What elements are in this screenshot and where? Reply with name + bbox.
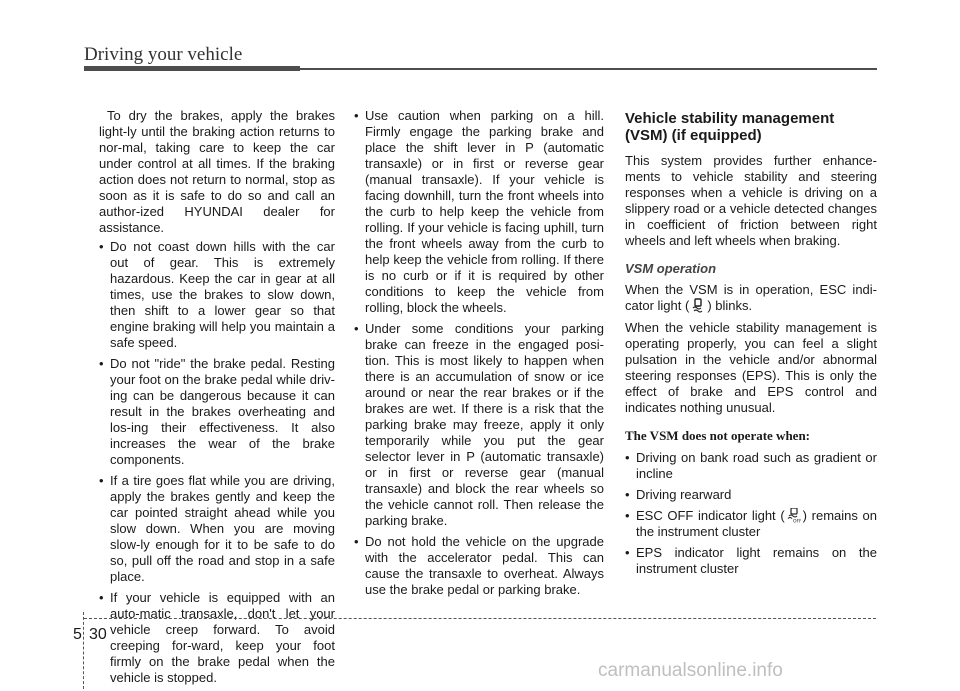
- list-item-text: Driving rearward: [636, 487, 732, 502]
- footer-dashed-rule: [84, 618, 876, 619]
- bullet-list-col2: [354, 108, 604, 598]
- column-3: [625, 108, 877, 582]
- list-item-text: Under some conditions your parking brake can freeze in the engaged posi-tion. This is most likely to happen when there is an accumulation of snow or ice around or near the rear brakes or if the brakes are wet. If there is a risk that the parking brake may freeze, apply it only temporarily while you put the gear selector lever in P (automatic transaxle) or in first or reverse gear (manual transaxle) and block the rear wheels so the vehicle cannot roll. Then release the parking brake.: [365, 321, 604, 528]
- column-1: [99, 108, 335, 691]
- list-item-text: ) remains on the instrument cluster: [636, 508, 877, 539]
- bullet-glyph: •: [99, 356, 104, 371]
- page-header-title: Driving your vehicle: [84, 44, 243, 65]
- list-item-text: Driving on bank road such as gradient or incline: [636, 450, 877, 481]
- bullet-glyph: •: [354, 108, 359, 123]
- text-segment: When the VSM is in operation, ESC indi-cator light (: [625, 282, 877, 313]
- list-item-text: If a tire goes flat while you are driving, apply the brakes gently and keep the car pointed straight ahead while you slow down. When you are moving slow-ly enough for it to be safe to do so, pull off the road and stop in a safe place.: [110, 473, 335, 584]
- header-rule-thin: [300, 68, 877, 70]
- list-item-text: ESC OFF indicator light (: [636, 508, 785, 523]
- header-rule-thick: [84, 66, 300, 71]
- list-item: [99, 239, 335, 351]
- bullet-glyph: •: [625, 545, 630, 560]
- list-item: [625, 450, 877, 482]
- bullet-list-col3: [625, 450, 877, 577]
- bullet-glyph: •: [99, 239, 104, 254]
- esc-indicator-icon: [691, 298, 705, 313]
- list-item: [99, 356, 335, 468]
- list-item: [354, 108, 604, 316]
- bullet-glyph: •: [99, 473, 104, 488]
- list-item-text: EPS indicator light remains on the instrument cluster: [636, 545, 877, 576]
- subheading-not-operate: The VSM does not operate when:: [625, 428, 811, 443]
- list-item-text: If your vehicle is equipped with an auto-matic transaxle, don't let your vehicle creep forward. To avoid creeping for-ward, keep your foot firmly on the brake pedal when the vehicle is stopped.: [110, 590, 335, 685]
- section-title-vsm: Vehicle stability management (VSM) (if equipped): [625, 110, 835, 144]
- bullet-glyph: •: [625, 450, 630, 465]
- list-item: [625, 545, 877, 577]
- list-item: [354, 534, 604, 598]
- list-item-text: Do not "ride" the brake pedal. Resting your foot on the brake pedal while driv-ing can be dangerous because it can result in the brakes overheating and los-ing their effectiveness. It also increases the wear of the brake components.: [110, 356, 335, 467]
- list-item: [99, 473, 335, 585]
- bullet-glyph: •: [99, 590, 104, 605]
- list-item-text: Do not hold the vehicle on the upgrade with the accelerator pedal. This can cause the transaxle to overheat. Always use the brake pedal or parking brake.: [365, 534, 604, 597]
- section-number: 5: [73, 626, 82, 643]
- bullet-glyph: •: [354, 534, 359, 549]
- paragraph-vsm-feel: When the vehicle stability management is operating properly, you can feel a slight pulsation in the vehicle and/or abnormal steering responses (EPS). This is only the effect of brake and EPS control and indicates nothing unusual.: [625, 320, 877, 415]
- esc-off-indicator-icon: [787, 508, 801, 523]
- off-label: OFF: [792, 519, 801, 523]
- list-item-text: Use caution when parking on a hill. Firmly engage the parking brake and place the shift lever in P (automatic transaxle) or in first or reverse gear (manual transaxle). If your vehicle is facing downhill, turn the front wheels into the curb to help keep the vehicle from rolling. If your vehicle is facing uphill, turn the front wheels away from the curb to help keep the vehicle from rolling. If there is no curb or if it is required by other conditions to keep the vehicle from rolling, block the wheels.: [365, 108, 604, 315]
- page-number: 30: [89, 626, 107, 643]
- list-item: [625, 508, 877, 540]
- paragraph-vsm-intro: This system provides further enhance-ments to vehicle stability and steering responses when a vehicle is driving on a slippery road or a vehicle detected changes in coefficient of friction between right wheels and left wheels when braking.: [625, 153, 877, 248]
- column-2: [354, 108, 604, 603]
- list-item: [99, 590, 335, 686]
- list-item: [354, 321, 604, 529]
- paragraph-dry-brakes: To dry the brakes, apply the brakes light-ly until the braking action returns to nor-mal, taking care to keep the car under control at all times. If the braking action does not return to normal, stop as soon as it is safe to do so and call an author-ized HYUNDAI dealer for assistance.: [99, 108, 335, 235]
- list-item-text: Do not coast down hills with the car out of gear. This is extremely hazardous. Keep the car in gear at all times, use the brakes to slow down, then shift to a lower gear so that engine braking will help you maintain a safe speed.: [110, 239, 335, 350]
- bullet-glyph: •: [625, 487, 630, 502]
- watermark: carmanualsonline.info: [598, 660, 783, 681]
- bullet-glyph: •: [354, 321, 359, 336]
- list-item: [625, 487, 877, 503]
- footer-dashed-divider: [83, 612, 84, 689]
- text-segment: ) blinks.: [707, 298, 753, 313]
- subheading-vsm-operation: VSM operation: [625, 261, 717, 276]
- paragraph-vsm-operation: [625, 282, 877, 314]
- bullet-glyph: •: [625, 508, 630, 523]
